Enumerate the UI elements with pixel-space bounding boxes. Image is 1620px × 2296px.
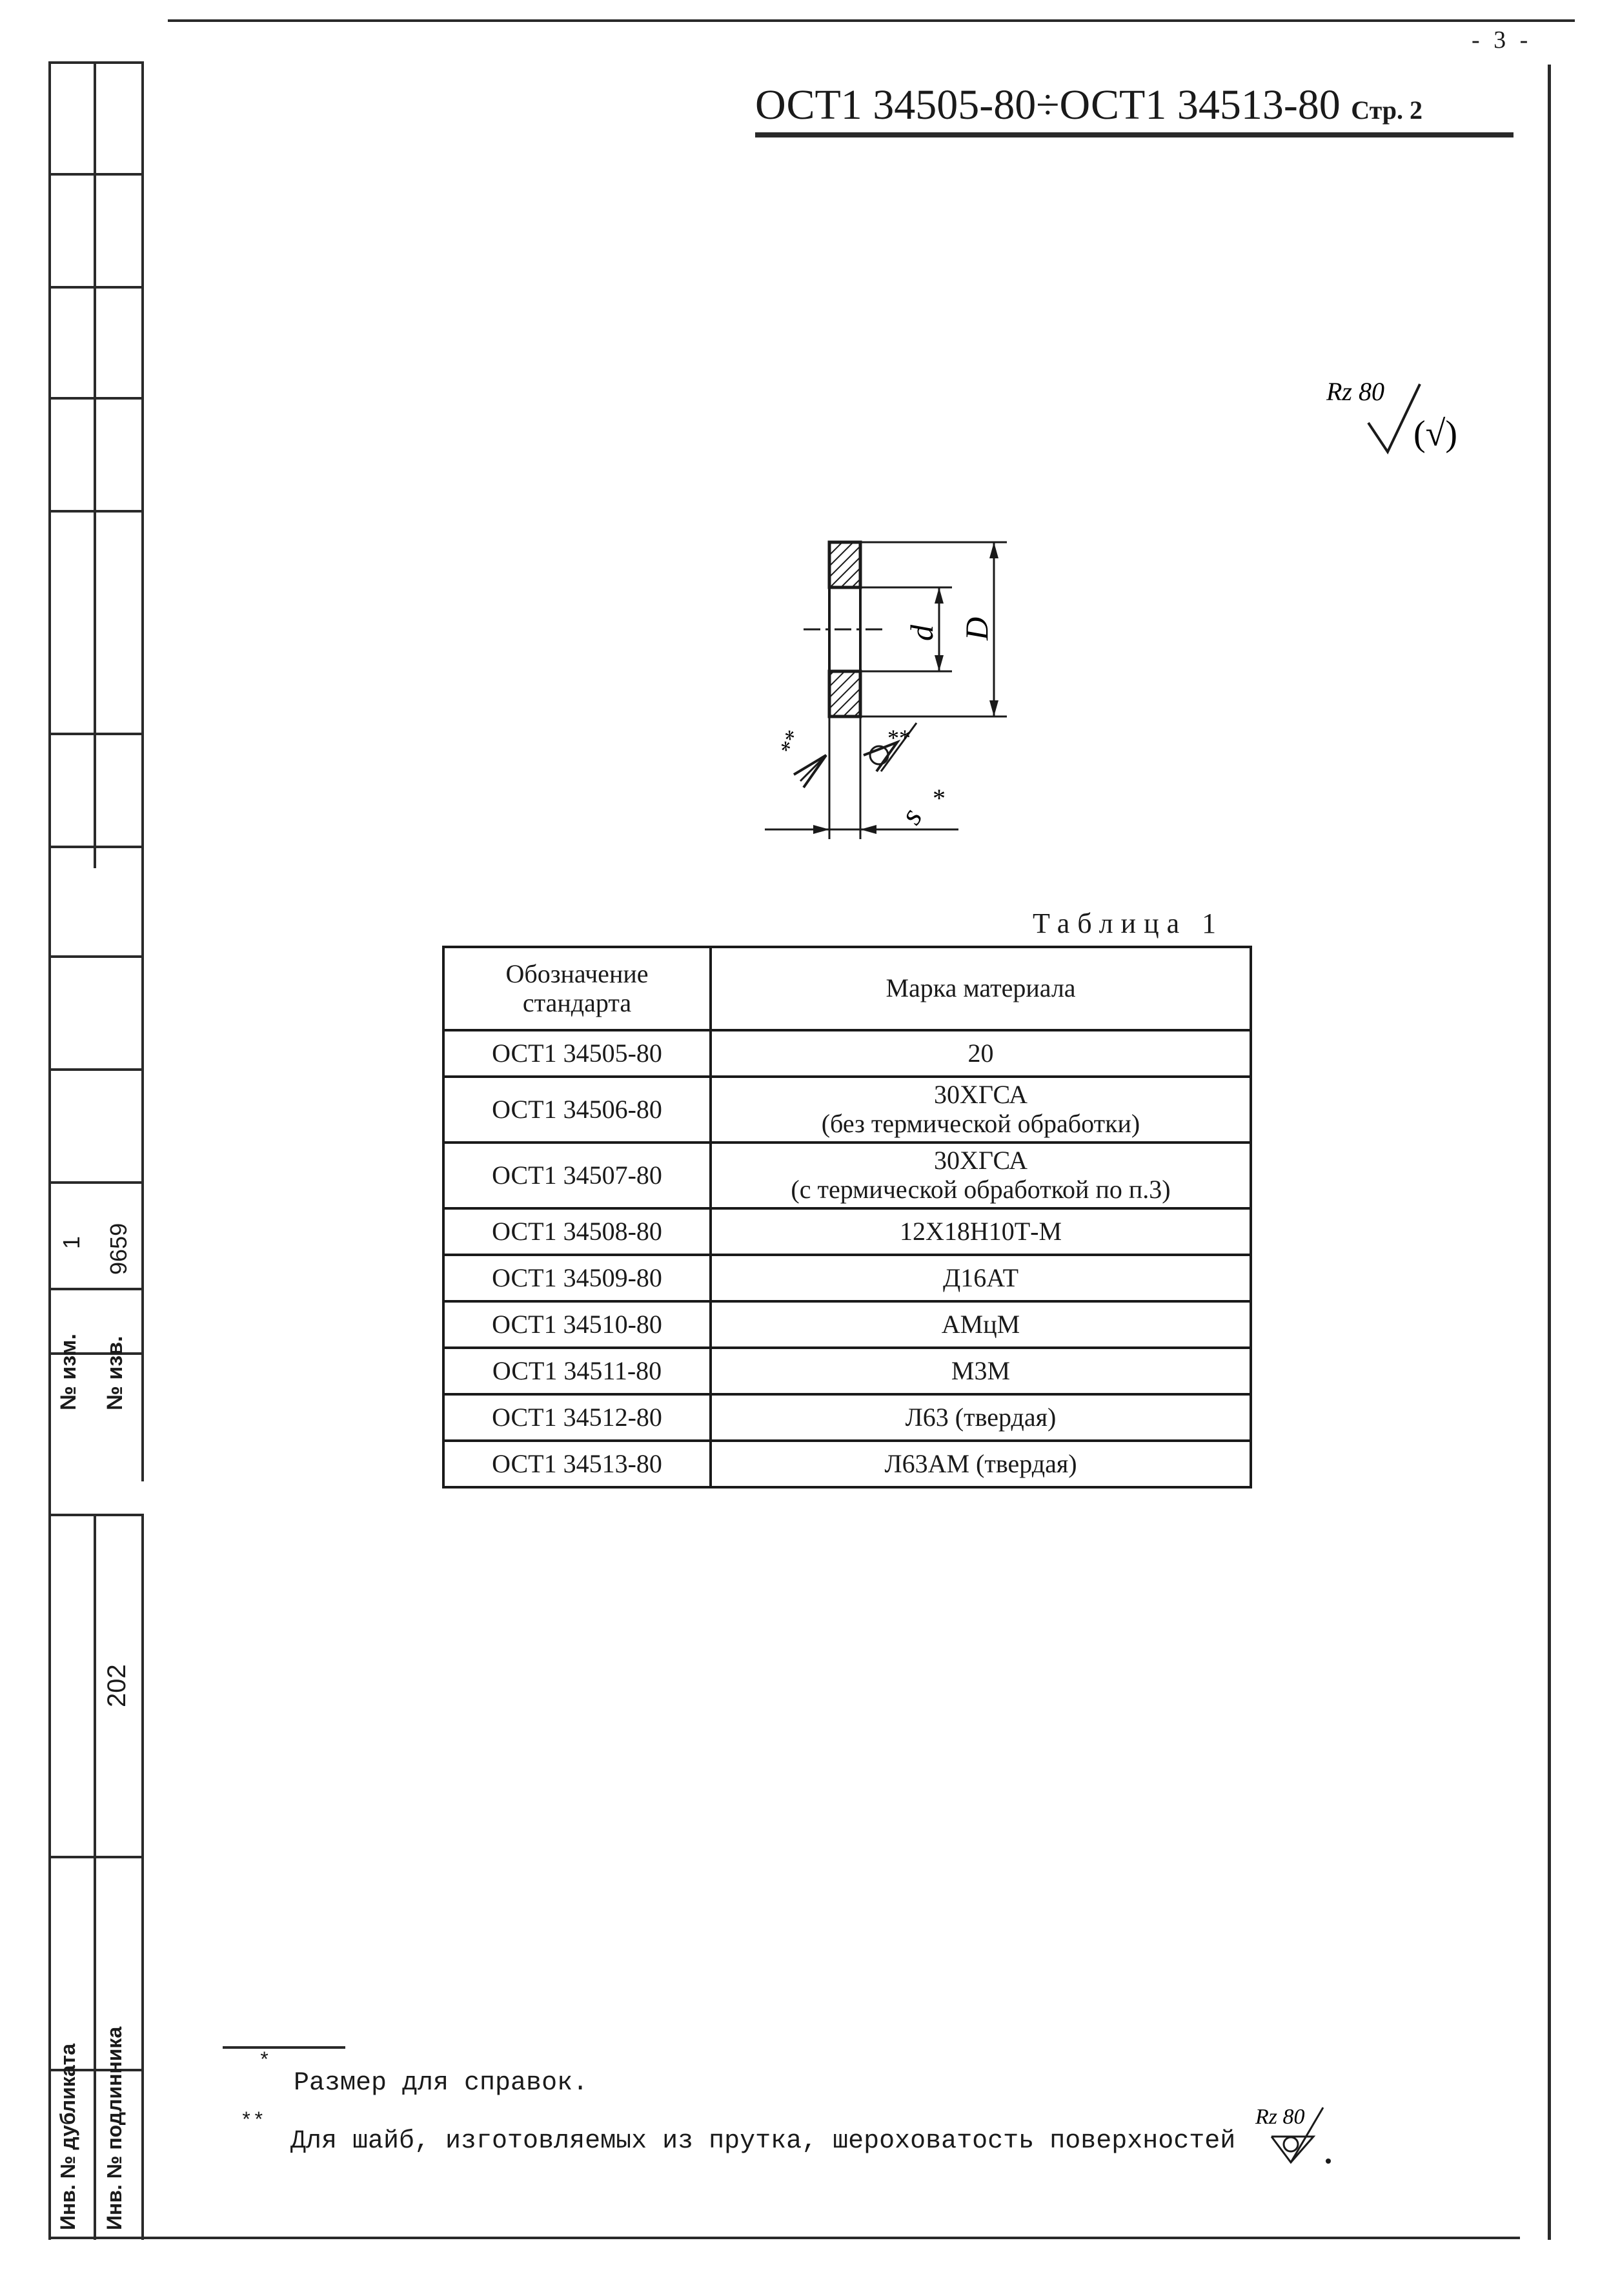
material-line: АМцМ (941, 1309, 1020, 1339)
rough-right-star: ** (887, 725, 911, 751)
cell-material (711, 1348, 1251, 1394)
cell-standard: ОСТ1 34506-80 (443, 1077, 711, 1143)
standard-range-title: ОСТ1 34505-80÷ОСТ1 34513-80 (755, 81, 1341, 128)
footnote-rule (223, 2046, 345, 2049)
top-rule (168, 19, 1575, 22)
roughness-symbol-general (1323, 368, 1491, 471)
cell-standard: ОСТ1 34510-80 (443, 1301, 711, 1348)
footnote-2-mark: ** (240, 2109, 265, 2133)
material-line: (без термической обработки) (821, 1109, 1140, 1138)
materials-table (442, 946, 1252, 1488)
header-standard: Обозначение стандарта (443, 947, 711, 1030)
material-line: 12Х18Н10Т-М (899, 1216, 1062, 1246)
table-row (443, 1255, 1251, 1301)
material-line: 30ХГСА (933, 1146, 1028, 1175)
material-line: М3М (951, 1356, 1011, 1385)
cell-standard: ОСТ1 34509-80 (443, 1255, 711, 1301)
inv-podl-value: 202 (103, 1664, 131, 1707)
table-row (443, 1441, 1251, 1487)
dim-s-star: * (933, 784, 946, 813)
izm-value: 1 (58, 1235, 85, 1249)
table-row (443, 1143, 1251, 1208)
footnote-1-mark: * (258, 2049, 271, 2073)
material-line: 20 (967, 1038, 994, 1068)
cell-standard: ОСТ1 34507-80 (443, 1143, 711, 1208)
table-row (443, 1348, 1251, 1394)
table-row (443, 1301, 1251, 1348)
material-line: Л63АМ (твердая) (884, 1448, 1077, 1478)
material-line: Д16АТ (942, 1263, 1019, 1292)
page-number: - 3 - (1472, 26, 1532, 54)
cell-material (711, 1143, 1251, 1208)
cell-material (711, 1441, 1251, 1487)
material-line: 30ХГСА (933, 1080, 1028, 1110)
dim-D-label: D (958, 616, 995, 640)
cell-material (711, 1394, 1251, 1441)
cell-material (711, 1030, 1251, 1077)
dim-s-label: s (893, 802, 929, 830)
cell-standard: ОСТ1 34512-80 (443, 1394, 711, 1441)
table-body (443, 1030, 1251, 1487)
roughness-footnote-label: Rz 80 (1255, 2105, 1305, 2129)
roughness-symbol-footnote (1252, 2098, 1342, 2169)
header-underline (755, 132, 1514, 137)
material-line: (с термической обработкой по п.3) (791, 1175, 1171, 1204)
table-row (443, 1030, 1251, 1077)
section-upper (829, 542, 860, 587)
cell-material (711, 1255, 1251, 1301)
cell-standard: ОСТ1 34513-80 (443, 1441, 711, 1487)
footnote-1-text: Размер для справок. (294, 2069, 589, 2098)
izv-label: № изв. (103, 1336, 127, 1410)
table-row (443, 1394, 1251, 1441)
izv-value: 9659 (105, 1223, 132, 1275)
document-header (755, 81, 1423, 130)
page-label: Стр. 2 (1351, 96, 1423, 125)
washer-cross-section (736, 516, 1046, 865)
table-row (443, 1077, 1251, 1143)
binding-strip (48, 61, 144, 2240)
table-caption: Таблица 1 (1033, 908, 1224, 939)
rough-left-star: ** (775, 726, 807, 758)
izm-label: № изм. (56, 1334, 81, 1410)
dim-d-label: d (904, 625, 940, 641)
header-material: Марка материала (711, 947, 1251, 1030)
cell-material (711, 1077, 1251, 1143)
cell-material (711, 1301, 1251, 1348)
cell-standard: ОСТ1 34511-80 (443, 1348, 711, 1394)
roughness-general-label: Rz 80 (1326, 377, 1384, 406)
inv-podl-label: Инв. № подлинника (103, 2026, 126, 2230)
section-lower (829, 671, 860, 716)
material-line: Л63 (твердая) (905, 1402, 1057, 1432)
cell-standard: ОСТ1 34505-80 (443, 1030, 711, 1077)
footnote-2-text: Для шайб, изготовляемых из прутка, шероховатость поверхностей (290, 2127, 1236, 2156)
roughness-general-paren: (√) (1413, 414, 1458, 454)
cell-standard: ОСТ1 34508-80 (443, 1208, 711, 1255)
cell-material (711, 1208, 1251, 1255)
frame-bottom-border (48, 2237, 1520, 2239)
table-row (443, 1208, 1251, 1255)
inv-dubl-label: Инв. № дубликата (56, 2043, 79, 2230)
frame-right-border (1548, 65, 1551, 2240)
